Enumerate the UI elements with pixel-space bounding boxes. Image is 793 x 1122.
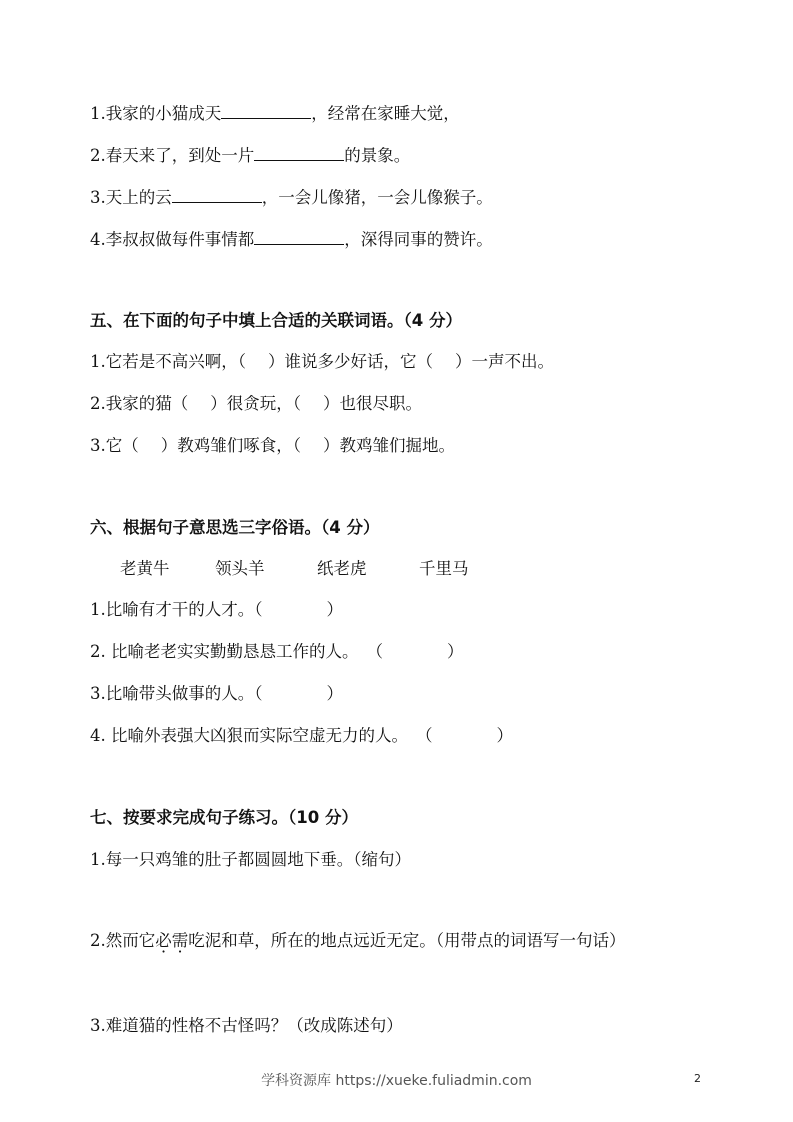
section-7-title: 七、按要求完成句子练习。（10 分）: [90, 808, 358, 827]
question-6-2: [90, 640, 464, 664]
answer-paren[interactable]: （ ）: [292, 436, 340, 455]
question-text: 1.比喻有才干的人才。: [90, 600, 255, 619]
question-6-4: [90, 724, 513, 748]
answer-paren[interactable]: （ ）: [416, 352, 472, 371]
dotted-char: 必: [155, 931, 172, 950]
dotted-char: 需: [171, 931, 189, 950]
question-4-2: [90, 142, 410, 168]
question-text: 4. 比喻外表强大凶狠而实际空虚无力的人。: [90, 726, 408, 745]
answer-blank[interactable]: [254, 142, 344, 161]
answer-paren[interactable]: （ ）: [254, 684, 343, 703]
section-5-title: 五、在下面的句子中填上合适的关联词语。（4 分）: [90, 311, 462, 330]
question-text: 1.它若是不高兴啊，: [90, 352, 238, 371]
answer-blank[interactable]: [221, 100, 311, 119]
question-text: 1.我家的小猫成天: [90, 104, 222, 123]
question-5-1: [90, 350, 554, 374]
question-text: 4.李叔叔做每件事情都: [90, 230, 255, 249]
question-text: 谁说多少好话，它: [284, 352, 417, 371]
question-text: 2.然而它: [90, 931, 156, 950]
question-7-2: [90, 929, 626, 953]
answer-paren[interactable]: （ ）: [366, 642, 464, 661]
option-item: 领头羊: [215, 559, 265, 578]
question-text: 2.春天来了，到处一片: [90, 146, 255, 165]
question-6-3: [90, 682, 343, 706]
answer-paren[interactable]: （ ）: [416, 726, 513, 745]
question-text: 3.它: [90, 436, 123, 455]
question-7-1: 1.每一只鸡雏的肚子都圆圆地下垂。（缩句）: [90, 850, 411, 869]
question-6-1: [90, 598, 343, 622]
question-4-3: [90, 184, 493, 210]
question-text: 教鸡雏们掘地。: [339, 436, 455, 455]
question-text: ，一会儿像猪，一会儿像猴子。: [261, 188, 493, 207]
question-text: 很贪玩，: [226, 394, 293, 413]
footer-watermark: 学科资源库 https://xueke.fuliadmin.com: [261, 1073, 532, 1089]
question-text: 吃泥和草，所在的地点远近无定。（用带点的词语写一句话）: [188, 931, 626, 950]
question-text: 2.我家的猫: [90, 394, 172, 413]
question-text: 3.天上的云: [90, 188, 172, 207]
question-4-1: [90, 100, 460, 126]
question-7-3: 3.难道猫的性格不古怪吗？（改成陈述句）: [90, 1016, 403, 1035]
answer-blank[interactable]: [254, 226, 344, 245]
answer-paren[interactable]: （ ）: [254, 600, 343, 619]
answer-paren[interactable]: （ ）: [292, 394, 340, 413]
answer-paren[interactable]: （ ）: [122, 436, 178, 455]
question-text: 也很尽职。: [339, 394, 422, 413]
question-5-3: [90, 434, 455, 458]
question-text: ，深得同事的赞许。: [344, 230, 493, 249]
question-text: 一声不出。: [471, 352, 554, 371]
question-text: ，经常在家睡大觉，: [311, 104, 460, 123]
question-text: 2. 比喻老老实实勤勤恳恳工作的人。: [90, 642, 359, 661]
question-text: 的景象。: [344, 146, 411, 165]
question-4-4: [90, 226, 493, 252]
answer-blank[interactable]: [172, 184, 262, 203]
question-text: 3.比喻带头做事的人。: [90, 684, 255, 703]
answer-paren[interactable]: （ ）: [237, 352, 285, 371]
option-list: [120, 557, 469, 581]
section-6-title: 六、根据句子意思选三字俗语。（4 分）: [90, 518, 380, 537]
option-item: 千里马: [419, 559, 469, 578]
page-number: 2: [694, 1072, 701, 1085]
option-item: 纸老虎: [317, 559, 367, 578]
question-5-2: [90, 392, 422, 416]
question-text: 教鸡雏们啄食，: [177, 436, 293, 455]
option-item: 老黄牛: [120, 559, 170, 578]
answer-paren[interactable]: （ ）: [171, 394, 227, 413]
